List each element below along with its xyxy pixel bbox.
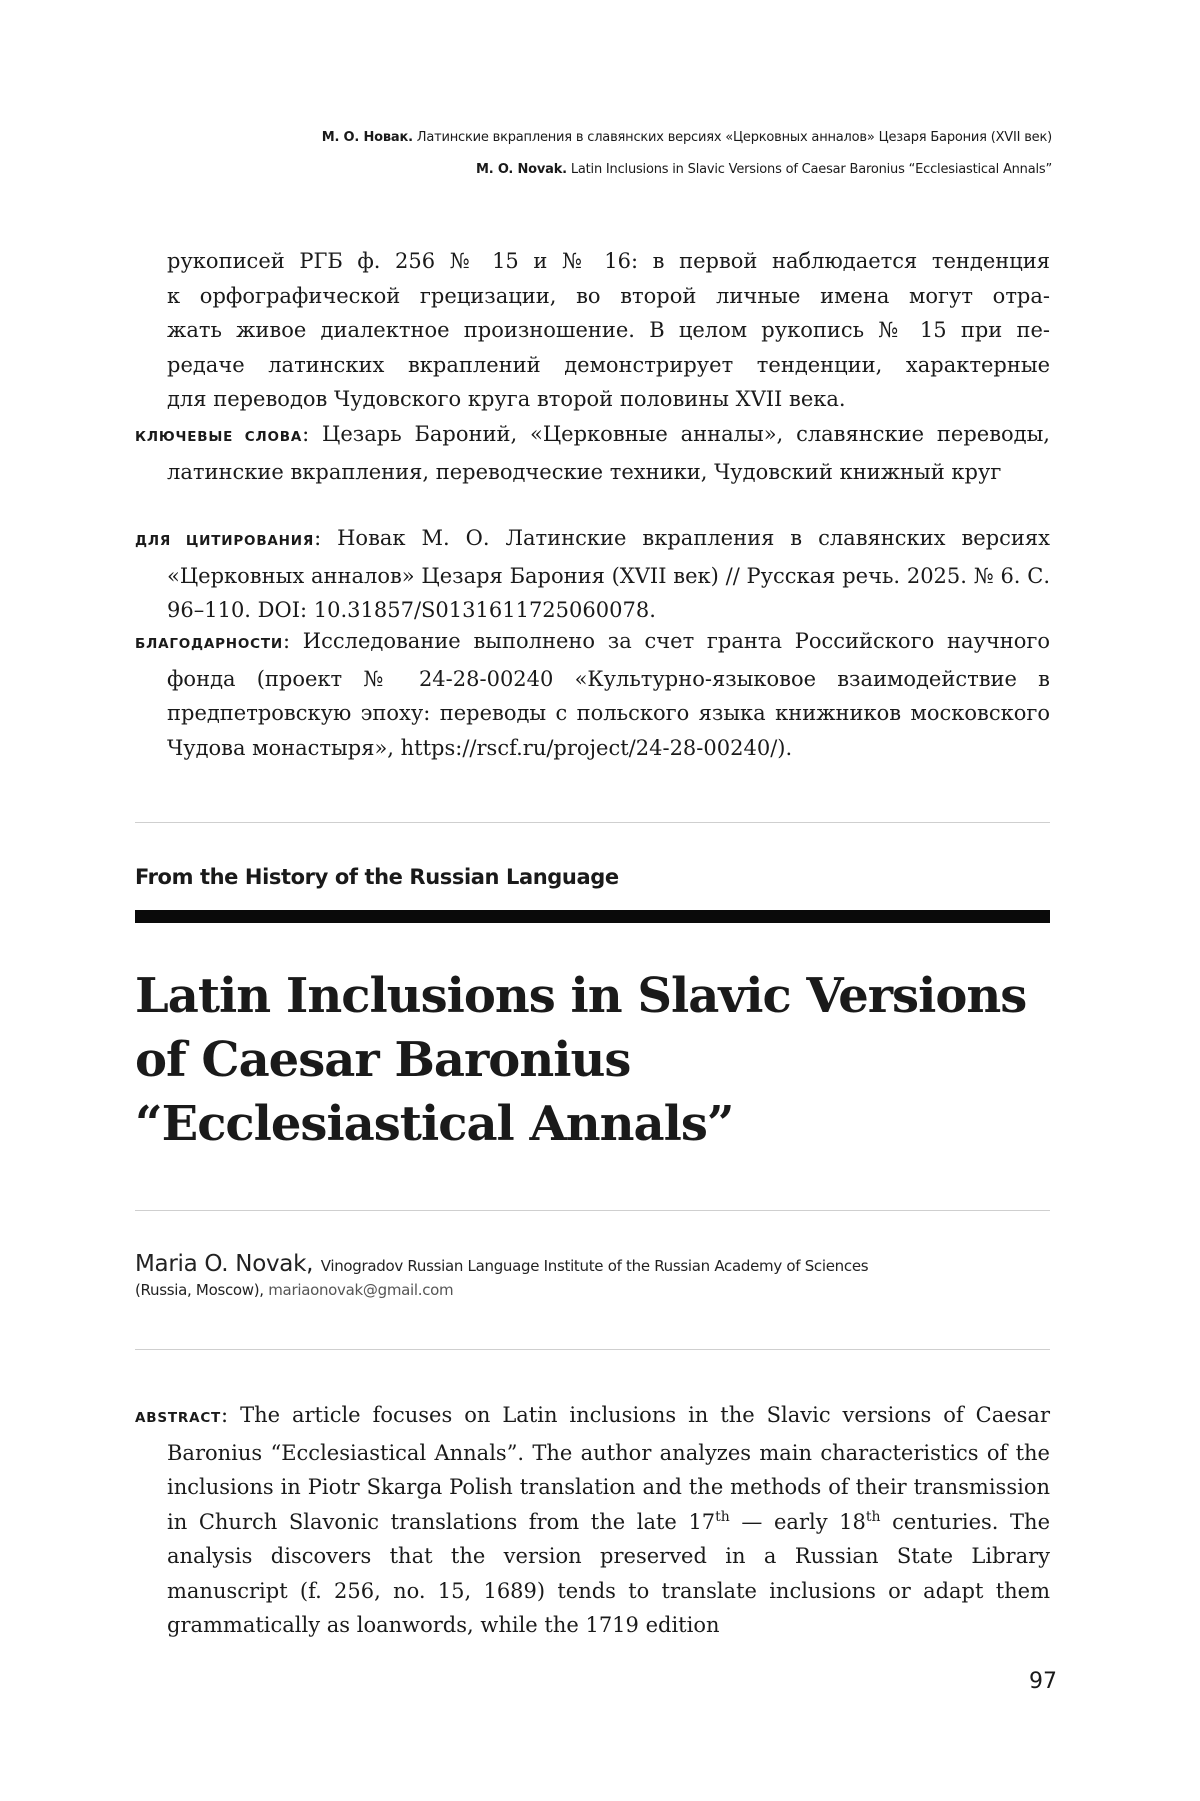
abstract-text-2: — early 18: [729, 1509, 866, 1534]
acknowledgements-colon: :: [282, 629, 303, 653]
citation-block: [135, 521, 1050, 628]
section-rule: [135, 910, 1050, 923]
acknowledgements-block: [135, 624, 1050, 765]
author-line-1: [135, 1251, 1050, 1277]
running-head-ru-author: М. О. Новак.: [321, 130, 413, 145]
author-line-2: [135, 1281, 1050, 1299]
article-title-line: Latin Inclusions in Slavic Versions: [135, 968, 1027, 1024]
running-head-en-author: M. O. Novak.: [476, 162, 567, 177]
article-title-line: of Caesar Baronius: [135, 1032, 631, 1088]
citation-colon: :: [314, 526, 338, 550]
abstract-text-1: The article focuses on Latin inclusions in the Slavic versions of Caesar Baronius “Ecclesiastical Annals”. The author analyzes main characteristics of the inclusions in Piotr Skarga Polish translation and the methods of their transmission in Church Slavonic translations from the late 17: [167, 1403, 1050, 1534]
author-comma: ,: [306, 1251, 321, 1277]
article-title-line: “Ecclesiastical Annals”: [135, 1096, 734, 1152]
abstract-colon: :: [221, 1403, 241, 1427]
keywords-colon: :: [302, 422, 323, 446]
divider-author: [135, 1349, 1050, 1350]
section-heading: From the History of the Russian Language: [135, 865, 619, 889]
running-head-ru-title: Латинские вкрапления в славянских версиях «Церковных анналов» Цезаря Барония (XVII век): [416, 130, 1052, 145]
abstract-block: [135, 1398, 1050, 1643]
author-affiliation: Vinogradov Russian Language Institute of the Russian Academy of Sciences: [320, 1257, 869, 1275]
divider-top: [135, 822, 1050, 823]
acknowledgements-label: БЛАГОДАРНОСТИ: [135, 636, 283, 652]
author-location: (Russia, Moscow),: [135, 1281, 264, 1299]
keywords-label: КЛЮЧЕВЫЕ СЛОВА: [135, 429, 303, 445]
abstract-superscript: th: [715, 1508, 730, 1525]
ru-abstract-continuation: [167, 244, 1050, 417]
ru-abstract-line: для переводов Чудовского круга второй половины XVII века.: [167, 387, 846, 411]
keywords-block: [135, 417, 1050, 489]
running-head-en-title: Latin Inclusions in Slavic Versions of Caesar Baronius “Ecclesiastical Annals”: [570, 162, 1052, 177]
author-email-link[interactable]: mariaonovak@gmail.com: [268, 1281, 454, 1299]
running-head-ru: [322, 130, 1052, 146]
citation-label: ДЛЯ ЦИТИРОВАНИЯ: [135, 533, 315, 549]
ru-abstract-line: редаче латинских вкраплений демонстрирует тенденции, характерные: [167, 352, 1050, 377]
author-name: Maria O. Novak: [135, 1251, 307, 1277]
page-number: 97: [1029, 1669, 1057, 1694]
article-title: [135, 964, 1050, 1156]
abstract-text-3: centuries. The analysis discovers that the version preserved in a Russian State Library manuscript (f. 256, no. 15, 1689) tends to translate inclusions or adapt them grammatically as loanwords, while the 1719 edition: [167, 1509, 1050, 1637]
acknowledgements-text: Исследование выполнено за счет гранта Российского научного фонда (проект № 24-28-00240 «Культурно-языковое взаимодействие в предпетровскую эпоху: переводы с польского языка книжников московского Чудова монастыря», https://rscf.ru/project/24-28-00240/).: [167, 629, 1050, 760]
ru-abstract-line: рукописей РГБ ф. 256 № 15 и № 16: в первой наблюдается тенденция: [167, 249, 1050, 273]
author-block: [135, 1251, 1050, 1299]
ru-abstract-line: к орфографической грецизации, во второй личные имена могут отра-: [167, 283, 1050, 308]
citation-text: Новак М. О. Латинские вкрапления в славянских версиях «Церковных анналов» Цезаря Барония (XVII век) // Русская речь. 2025. № 6. С. 96–110. DOI: 10.31857/S0131611725060078.: [167, 526, 1050, 622]
abstract-label: ABSTRACT: [135, 1410, 222, 1426]
keywords-text: Цезарь Бароний, «Церковные анналы», славянские переводы, латинские вкрапления, переводческие техники, Чудовский книжный круг: [167, 422, 1050, 484]
abstract-superscript: th: [865, 1508, 881, 1525]
ru-abstract-line: жать живое диалектное произношение. В целом рукопись № 15 при пе-: [167, 318, 1050, 342]
divider-title: [135, 1210, 1050, 1211]
running-head-en: [476, 162, 1052, 178]
